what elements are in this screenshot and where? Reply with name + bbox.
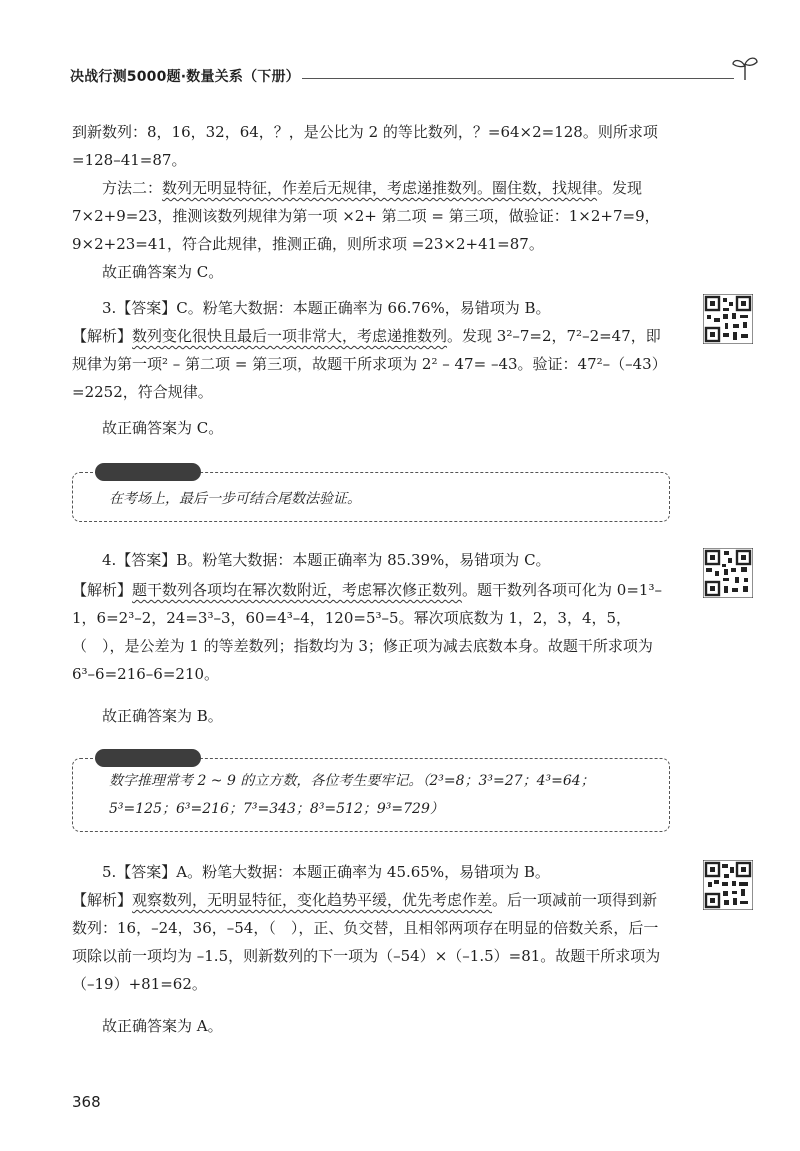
page-number: 368 [72, 1093, 101, 1111]
tip-label-badge [95, 463, 201, 481]
q3-answer: 3.【答案】C。粉笔大数据：本题正确率为 66.76%，易错项为 B。 [102, 299, 551, 317]
q4-key-point: 题干数列各项均在幂次数附近，考虑幂次修正数列 [132, 581, 463, 599]
paragraph-method-two [72, 174, 672, 258]
tip-box-2 [72, 758, 670, 832]
tip-label-badge [95, 749, 201, 767]
tip-text-1: 在考场上，最后一步可结合尾数法验证。 [109, 491, 361, 507]
q4-answer: 4.【答案】B。粉笔大数据：本题正确率为 85.39%，易错项为 C。 [102, 551, 551, 569]
method-key-point: 数列无明显特征，作差后无规律，考虑递推数列。圈住数，找规律 [162, 179, 598, 197]
explanation-label: 【解析】 [72, 327, 133, 345]
qr-code-q5[interactable] [703, 860, 753, 910]
q5-explanation-body: 。后一项减前一项得到新数列：16，–24，36，–54，（ ），正、负交替，且相邻两项存在明显的倍数关系，后一项除以前一项均为 –1.5，则新数列的下一项为（–54）×（–1.5）=81。故题干所求项为（–19）+81=62。 [72, 891, 661, 993]
tip-box-1 [72, 472, 670, 522]
q5-key-point: 观察数列，无明显特征，变化趋势平缓，优先考虑作差 [132, 891, 493, 909]
q4-explanation-body: 。题干数列各项可化为 0=1³–1，6=2³–2，24=3³–3，60=4³–4，120=5³–5。幂次项底数为 1，2，3，4，5，（ ），是公差为 1 的等差数列；指数均为 3；修正项为减去底数本身。故题干所求项为 6³–6=216–6=210。 [72, 581, 662, 683]
q4-conclusion: 故正确答案为 B。 [102, 707, 223, 725]
q3-explanation [72, 322, 672, 406]
sprout-icon [730, 54, 760, 82]
book-title: 决战行测5000题·数量关系（下册） [70, 69, 300, 85]
paragraph-continuation: 到新数列：8，16，32，64，？，是公比为 2 的等比数列，？=64×2=128。则所求项 =128–41=87。 [72, 123, 658, 169]
tip-text-2: 数字推理常考 2 ~ 9 的立方数，各位考生要牢记。（2³=8；3³=27；4³=64；5³=125；6³=216；7³=343；8³=512；9³=729） [109, 773, 595, 817]
qr-code-q3[interactable] [703, 294, 753, 344]
q4-explanation [72, 576, 672, 688]
q5-answer: 5.【答案】A。粉笔大数据：本题正确率为 45.65%，易错项为 B。 [102, 863, 550, 881]
q5-conclusion: 故正确答案为 A。 [102, 1017, 223, 1035]
header-rule [302, 78, 734, 79]
answer-conclusion-2: 故正确答案为 C。 [102, 263, 224, 281]
method-body: 。发现 7×2+9=23，推测该数列规律为第一项 ×2+ 第二项 = 第三项，做验证：1×2+7=9，9×2+23=41，符合此规律，推测正确，则所求项 =23×2+41=87。 [72, 179, 660, 253]
method-label: 方法二： [102, 179, 163, 197]
explanation-label: 【解析】 [72, 891, 133, 909]
q5-explanation [72, 886, 672, 998]
q3-explanation-body: 。发现 3²–7=2，7²–2=47，即规律为第一项² – 第二项 = 第三项，故题干所求项为 2² – 47= –43。验证：47²–（–43）=2252，符合规律。 [72, 327, 667, 401]
page-header [70, 62, 760, 92]
qr-code-icon [703, 294, 753, 344]
qr-code-icon [703, 860, 753, 910]
q3-key-point: 数列变化很快且最后一项非常大，考虑递推数列 [132, 327, 448, 345]
q3-conclusion: 故正确答案为 C。 [102, 419, 224, 437]
qr-code-icon [703, 548, 753, 598]
explanation-label: 【解析】 [72, 581, 133, 599]
qr-code-q4[interactable] [703, 548, 753, 598]
